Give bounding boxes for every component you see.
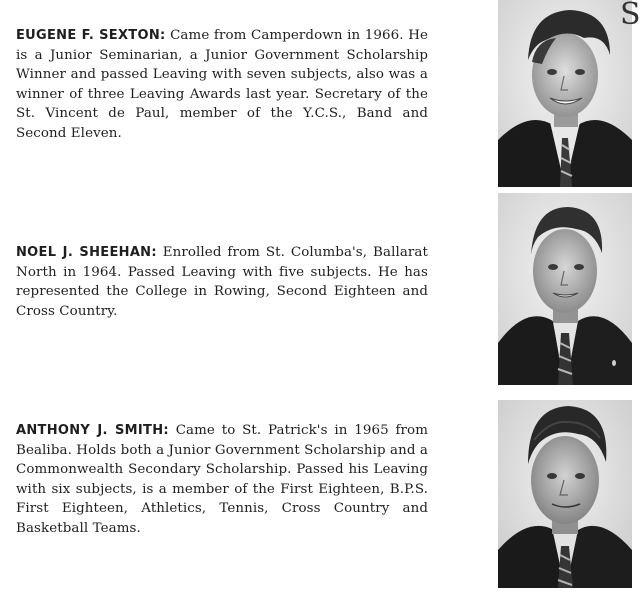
student-photo-sexton xyxy=(498,0,641,187)
student-name: ANTHONY J. SMITH: xyxy=(16,423,169,438)
bio-entry-sheehan xyxy=(16,243,428,321)
student-bio-text: Came to St. Patrick's in 1965 from Bealiba. Holds both a Junior Government Scholarship and a Commonwealth Secondary Scholarship. Passed his Leaving with six subjects, is a member of the First Eighteen, B.P.S. First Eighteen, Athletics, Tennis, Cross Country and Basketball Teams. xyxy=(16,423,429,536)
student-bio-text: Came from Camperdown in 1966. He is a Junior Seminarian, a Junior Government Scholarship Winner and passed Leaving with seven subjects, also was a winner of three Leaving Awards last year. Secretary of the St. Vincent de Paul, member of the Y.C.S., Band and Second Eleven. xyxy=(16,28,428,141)
page-fragment-letter: S xyxy=(620,0,641,32)
bio-entry-smith xyxy=(16,421,428,539)
student-bio-text: Enrolled from St. Columba's, Ballarat North in 1964. Passed Leaving with five subjects. He has represented the College in Rowing, Second Eighteen and Cross Country. xyxy=(16,245,428,319)
bio-entry-sexton xyxy=(16,26,428,144)
student-name: NOEL J. SHEEHAN: xyxy=(16,245,157,260)
student-photo-sheehan xyxy=(498,193,632,385)
student-photo-smith xyxy=(498,400,632,588)
student-name: EUGENE F. SEXTON: xyxy=(16,28,166,43)
